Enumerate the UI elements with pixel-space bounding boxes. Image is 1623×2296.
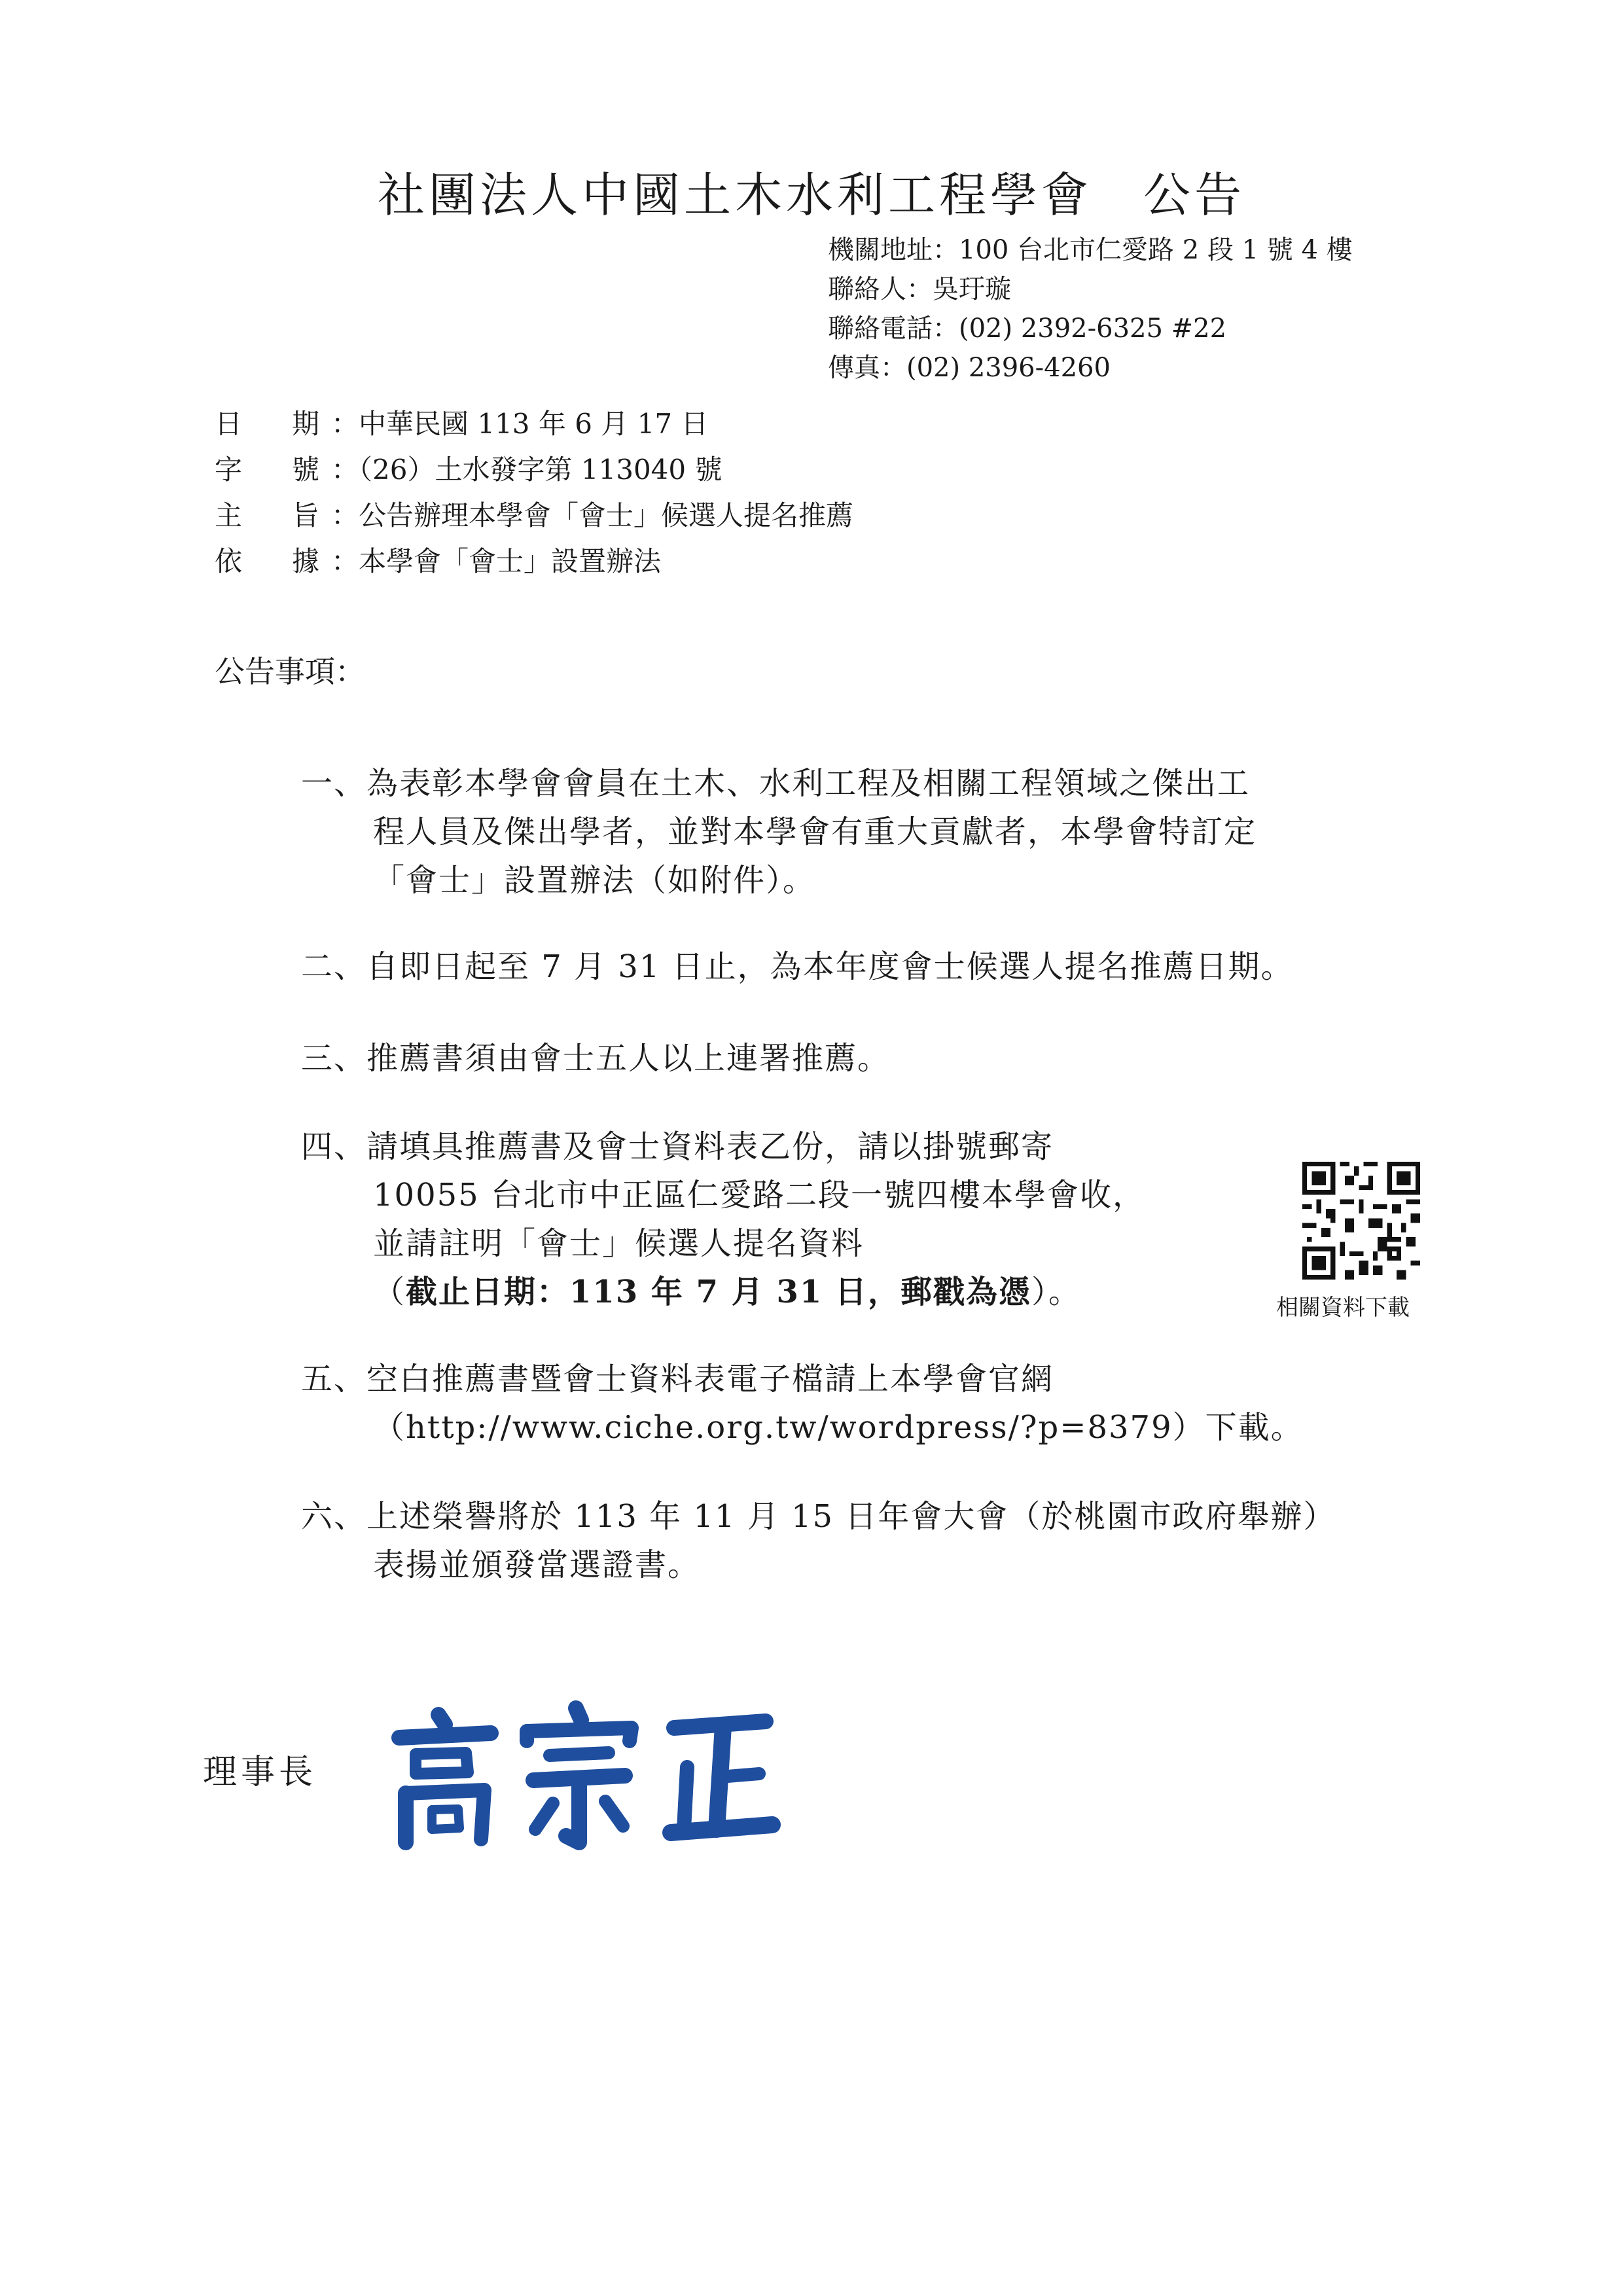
notice-heading: 公告事項： <box>215 654 365 689</box>
contact-person-line: 聯絡人：吳玗璇 <box>828 274 1011 304</box>
notice-item-4: 四、請填具推薦書及會士資料表乙份，請以掛號郵寄 10055 台北市中正區仁愛路二段一號四樓本學會收， 並請註明「會士」候選人提名資料 （截止日期：113 年 7 月 31 日，郵戳為憑）。 <box>301 1122 1145 1316</box>
qr-caption: 相關資料下載 <box>1276 1295 1410 1321</box>
phone-line: 聯絡電話：(02) 2392-6325 #22 <box>828 314 1227 344</box>
address-line: 機關地址：100 台北市仁愛路 2 段 1 號 4 樓 <box>828 235 1353 265</box>
meta-reference-number: 字 號 ：（26）土水發字第 113040 號 <box>215 454 722 486</box>
fax-line: 傳真：(02) 2396-4260 <box>828 353 1111 383</box>
meta-date: 日 期 ：中華民國 113 年 6 月 17 日 <box>215 408 709 440</box>
signature-seal <box>386 1689 792 1859</box>
signatory-title: 理事長 <box>203 1753 317 1792</box>
notice-item-5: 五、空白推薦書暨會士資料表電子檔請上本學會官網 （http://www.ciche.org.tw/wordpress/?p=8379）下載。 <box>301 1361 1304 1446</box>
meta-subject: 主 旨 ：公告辦理本學會「會士」候選人提名推薦 <box>215 499 854 531</box>
meta-basis: 依 據 ：本學會「會士」設置辦法 <box>215 545 662 577</box>
deadline-line: （截止日期：113 年 7 月 31 日，郵戳為憑）。 <box>373 1274 1081 1310</box>
qr-code[interactable] <box>1302 1162 1420 1280</box>
notice-item-6: 六、上述榮譽將於 113 年 11 月 15 日年會大會（於桃園市政府舉辦） 表揚並頒發當選證書。 <box>301 1498 1336 1583</box>
notice-item-3: 三、推薦書須由會士五人以上連署推薦。 <box>301 1040 891 1077</box>
notice-item-1: 一、為表彰本學會會員在土木、水利工程及相關工程領域之傑出工 程人員及傑出學者，並對本學會有重大貢獻者，本學會特訂定 「會士」設置辦法（如附件）。 <box>301 765 1257 899</box>
notice-item-2: 二、自即日起至 7 月 31 日止，為本年度會士候選人提名推薦日期。 <box>301 948 1294 985</box>
document-title: 社團法人中國土木水利工程學會 公告 <box>377 168 1245 223</box>
